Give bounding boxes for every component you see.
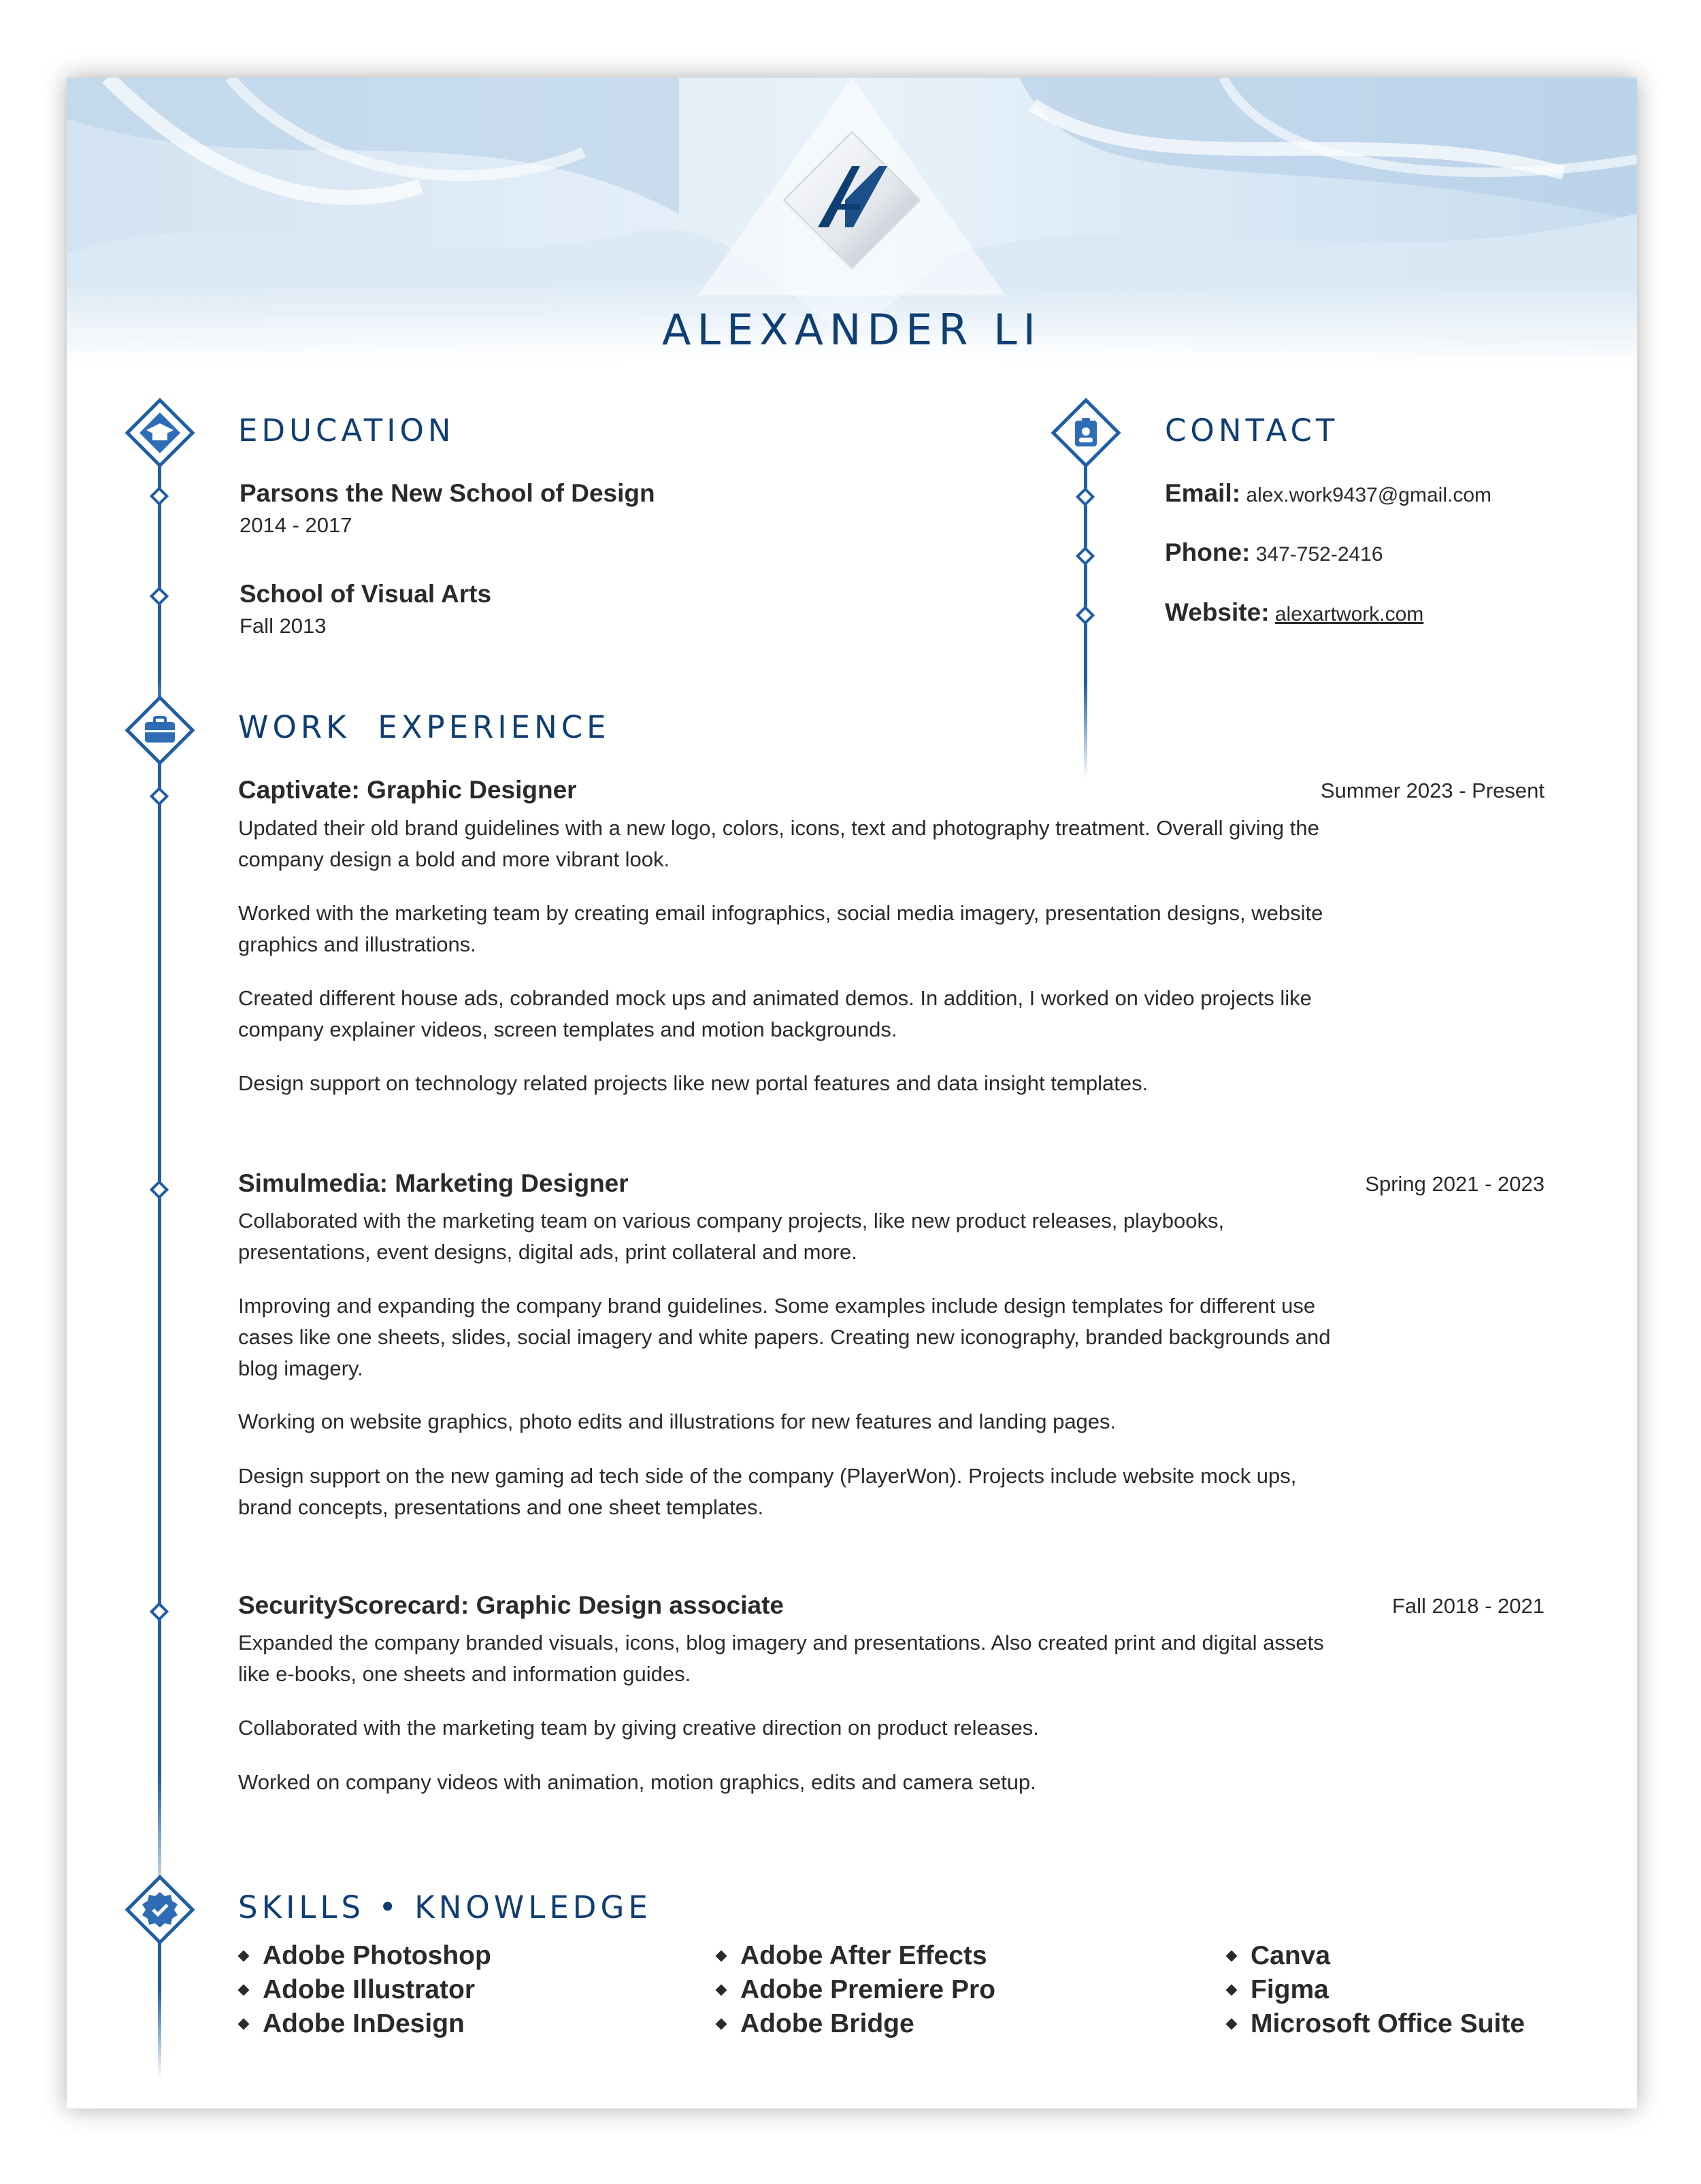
candidate-name: ALEXANDER LI (662, 305, 1042, 355)
monogram-logo (777, 125, 927, 275)
skill-item (240, 2009, 465, 2039)
timeline-marker (1076, 606, 1095, 625)
skill-label: Adobe Illustrator (263, 1975, 476, 2004)
phone-value: 347-752-2416 (1255, 543, 1383, 566)
phone-line (1165, 538, 1383, 567)
job-paragraph: Updated their old brand guidelines with a new logo, colors, icons, text and photography treatment. Overall giving the company design a bold and more vibrant look. (238, 816, 1319, 871)
skill-label: Adobe InDesign (263, 2009, 465, 2038)
briefcase-icon (125, 695, 195, 766)
skill-item (717, 1941, 987, 1971)
skills-title: SKILLS • KNOWLEDGE (238, 1889, 652, 1925)
email-value: alex.work9437@gmail.com (1246, 484, 1491, 506)
work-timeline (158, 758, 161, 1915)
timeline-marker (150, 487, 169, 506)
work-title: WORK EXPERIENCE (238, 709, 610, 745)
job-dates: Fall 2018 - 2021 (1391, 1594, 1545, 1618)
education-title: EDUCATION (238, 412, 455, 449)
bullet-icon (716, 1951, 727, 1962)
bullet-icon (238, 1951, 250, 1962)
timeline-marker (150, 787, 169, 806)
skill-label: Microsoft Office Suite (1251, 2009, 1525, 2038)
skill-item (240, 1975, 475, 2005)
email-line (1165, 479, 1491, 508)
skill-label: Canva (1251, 1941, 1331, 1970)
skill-item (717, 2009, 914, 2039)
skill-item (1227, 1975, 1329, 2005)
job-paragraph: Design support on the new gaming ad tech side of the company (PlayerWon). Projects include website mock ups, brand concepts, presentations and one sheet templates. (238, 1464, 1297, 1519)
job-paragraph: Improving and expanding the company brand guidelines. Some examples include design templates for different use cases like one sheets, slides, social imagery and white papers. Creating new iconography, branded backgrounds and blog imagery. (238, 1294, 1331, 1380)
job-paragraph: Collaborated with the marketing team by giving creative direction on product releases. (238, 1716, 1039, 1740)
timeline-marker (150, 1602, 169, 1621)
job-title: Simulmedia: Marketing Designer (238, 1169, 629, 1197)
skill-item (1227, 2009, 1525, 2039)
skill-item (1227, 1941, 1330, 1971)
timeline-marker (150, 1180, 169, 1199)
bullet-icon (238, 1985, 250, 1996)
skill-label: Adobe Premiere Pro (740, 1975, 995, 2004)
school-name: School of Visual Arts (240, 580, 492, 608)
job-paragraph: Design support on technology related projects like new portal features and data insight templates. (238, 1071, 1149, 1095)
contact-title: CONTACT (1165, 412, 1339, 449)
timeline-marker (1076, 547, 1095, 566)
email-label: Email: (1165, 479, 1241, 507)
graduation-cap-icon (125, 397, 195, 468)
job-dates: Spring 2021 - 2023 (1365, 1172, 1545, 1196)
bullet-icon (716, 1985, 727, 1996)
job-paragraph: Created different house ads, cobranded mock ups and animated demos. In addition, I worked on video projects like company explainer videos, screen templates and motion backgrounds. (238, 986, 1312, 1041)
timeline-marker (150, 587, 169, 606)
bullet-icon (1226, 1951, 1238, 1962)
job-paragraph: Worked with the marketing team by creating email infographics, social media imagery, presentation designs, website graphics and illustrations. (238, 901, 1323, 956)
skill-label: Adobe Bridge (740, 2009, 914, 2038)
school-name: Parsons the New School of Design (240, 479, 655, 507)
skill-label: Figma (1251, 1975, 1329, 2004)
job-paragraph: Collaborated with the marketing team on various company projects, like new product releases, playbooks, presentations, event designs, digital ads, print collateral and more. (238, 1209, 1225, 1264)
bullet-icon (1226, 2019, 1238, 2030)
job-paragraph: Worked on company videos with animation, motion graphics, edits and camera setup. (238, 1770, 1036, 1794)
bullet-icon (716, 2019, 727, 2030)
skill-item (240, 1941, 491, 1971)
verified-badge-icon (125, 1874, 195, 1945)
timeline-marker (1076, 487, 1095, 506)
job-title: Captivate: Graphic Designer (238, 776, 577, 804)
bullet-icon (1226, 1985, 1238, 1996)
job-title: SecurityScorecard: Graphic Design associate (238, 1591, 785, 1619)
id-badge-icon (1051, 397, 1121, 468)
skill-label: Adobe Photoshop (263, 1941, 491, 1970)
job-dates: Summer 2023 - Present (1320, 779, 1545, 802)
phone-label: Phone: (1165, 538, 1251, 566)
bullet-icon (238, 2019, 250, 2030)
skill-label: Adobe After Effects (740, 1941, 987, 1970)
skill-item (717, 1975, 995, 2005)
job-paragraph: Expanded the company branded visuals, icons, blog imagery and presentations. Also created print and digital assets like e-books, one sheets and information guides. (238, 1631, 1324, 1686)
skills-timeline (158, 1929, 161, 2079)
school-dates: Fall 2013 (240, 614, 327, 638)
website-line (1165, 598, 1423, 627)
resume-page (67, 78, 1637, 2108)
website-label: Website: (1165, 598, 1270, 626)
job-paragraph: Working on website graphics, photo edits and illustrations for new features and landing pages. (238, 1409, 1117, 1433)
school-dates: 2014 - 2017 (240, 513, 352, 537)
website-link[interactable]: alexartwork.com (1274, 603, 1424, 625)
